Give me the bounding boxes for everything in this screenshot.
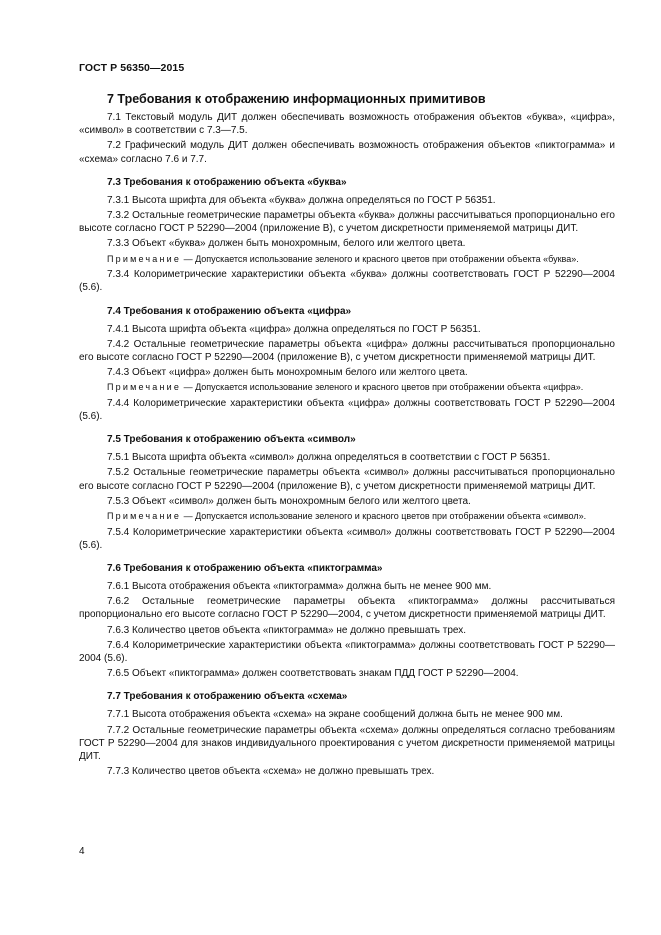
note-label: Примечание <box>107 382 182 393</box>
paragraph-7-6-5: 7.6.5 Объект «пиктограмма» должен соответствовать знакам ПДД ГОСТ Р 52290—2004. <box>107 668 519 680</box>
paragraph-7-3-2: 7.3.2 Остальные геометрические параметры объекта «буква» должны рассчитываться пропорционально его высоте согласно ГОСТ Р 52290—2004 (приложение В), с учетом дискретности применяемой матрицы ДИТ. <box>79 210 615 235</box>
section-title: 7 Требования к отображению информационных примитивов <box>107 92 486 106</box>
note-label: Примечание <box>107 253 182 264</box>
note-7-4 <box>79 381 615 394</box>
paragraph-7-6-3: 7.6.3 Количество цветов объекта «пиктограмма» не должно превышать трех. <box>107 624 466 636</box>
paragraph-7-5-2: 7.5.2 Остальные геометрические параметры объекта «символ» должны рассчитываться пропорционально его высоте согласно ГОСТ Р 52290—2004 (приложение В), с учетом дискретности применяемой матрицы ДИТ. <box>79 467 615 492</box>
note-text: — Допускается использование зеленого и красного цветов при отображении объекта «цифра». <box>181 382 584 393</box>
paragraph-7-2: 7.2 Графический модуль ДИТ должен обеспечивать возможность отображения объектов «пиктограмма» и «схема» согласно 7.6 и 7.7. <box>79 140 615 165</box>
paragraph-7-6-4: 7.6.4 Колориметрические характеристики объекта «пиктограмма» должны соответствовать ГОСТ Р 52290—2004 (5.6). <box>79 639 615 664</box>
paragraph-7-1: 7.1 Текстовый модуль ДИТ должен обеспечивать возможность отображения объектов «буква», «цифра», «символ» в соответствии с 7.3—7.5. <box>79 112 615 137</box>
document-header: ГОСТ Р 56350—2015 <box>79 62 185 74</box>
paragraph-7-5-4: 7.5.4 Колориметрические характеристики объекта «символ» должны соответствовать ГОСТ Р 52290—2004 (5.6). <box>79 526 615 551</box>
paragraph-7-4-1: 7.4.1 Высота шрифта объекта «цифра» должна определяться по ГОСТ Р 56351. <box>107 323 481 335</box>
subsection-title-7-5: 7.5 Требования к отображению объекта «символ» <box>107 434 356 446</box>
document-body <box>79 91 615 780</box>
paragraph-7-4-3: 7.4.3 Объект «цифра» должен быть монохромным белого или желтого цвета. <box>107 367 468 379</box>
subsection-title-7-7: 7.7 Требования к отображению объекта «схема» <box>107 691 348 703</box>
note-label: Примечание <box>107 511 182 522</box>
subsection-title-7-4: 7.4 Требования к отображению объекта «цифра» <box>107 305 352 317</box>
paragraph-7-7-1: 7.7.1 Высота отображения объекта «схема» на экране сообщений должна быть не менее 900 мм. <box>107 709 563 721</box>
page-number: 4 <box>79 846 85 857</box>
paragraph-7-7-3: 7.7.3 Количество цветов объекта «схема» не должно превышать трех. <box>107 766 435 778</box>
paragraph-7-7-2: 7.7.2 Остальные геометрические параметры объекта «схема» должны определяться согласно требованиям ГОСТ Р 52290—2004 для знаков индивидуального проектирования с учетом дискретности применяемой матрицы ДИТ. <box>79 724 615 762</box>
paragraph-7-3-3: 7.3.3 Объект «буква» должен быть монохромным, белого или желтого цвета. <box>107 238 466 250</box>
paragraph-7-5-3: 7.5.3 Объект «символ» должен быть монохромным белого или желтого цвета. <box>107 495 471 507</box>
paragraph-7-4-4: 7.4.4 Колориметрические характеристики объекта «цифра» должны соответствовать ГОСТ Р 52290—2004 (5.6). <box>79 397 615 423</box>
paragraph-7-4-2: 7.4.2 Остальные геометрические параметры объекта «цифра» должны рассчитываться пропорционально его высоте согласно ГОСТ Р 52290—2004 (приложение В), с учетом дискретности применяемой матрицы ДИТ. <box>79 338 615 363</box>
paragraph-7-3-1: 7.3.1 Высота шрифта для объекта «буква» должна определяться по ГОСТ Р 56351. <box>107 194 496 206</box>
note-text: — Допускается использование зеленого и красного цветов при отображении объекта «символ». <box>181 511 587 522</box>
paragraph-7-6-1: 7.6.1 Высота отображения объекта «пиктограмма» должна быть не менее 900 мм. <box>107 580 492 592</box>
subsection-title-7-6: 7.6 Требования к отображению объекта «пиктограмма» <box>107 562 383 574</box>
paragraph-7-3-4: 7.3.4 Колориметрические характеристики объекта «буква» должны соответствовать ГОСТ Р 52290—2004 (5.6). <box>79 269 615 294</box>
paragraph-7-5-1: 7.5.1 Высота шрифта объекта «символ» должна определяться в соответствии с ГОСТ Р 56351. <box>107 452 551 464</box>
note-text: — Допускается использование зеленого и красного цветов при отображении объекта «буква». <box>181 253 579 264</box>
paragraph-7-6-2: 7.6.2 Остальные геометрические параметры объекта «пиктограмма» должны рассчитываться пропорционально его высоте согласно ГОСТ Р 52290—2004, с учетом дискретности применяемой матрицы ДИТ. <box>79 596 615 621</box>
subsection-title-7-3: 7.3 Требования к отображению объекта «буква» <box>107 176 347 188</box>
note-7-3 <box>79 253 615 266</box>
note-7-5 <box>79 510 615 523</box>
